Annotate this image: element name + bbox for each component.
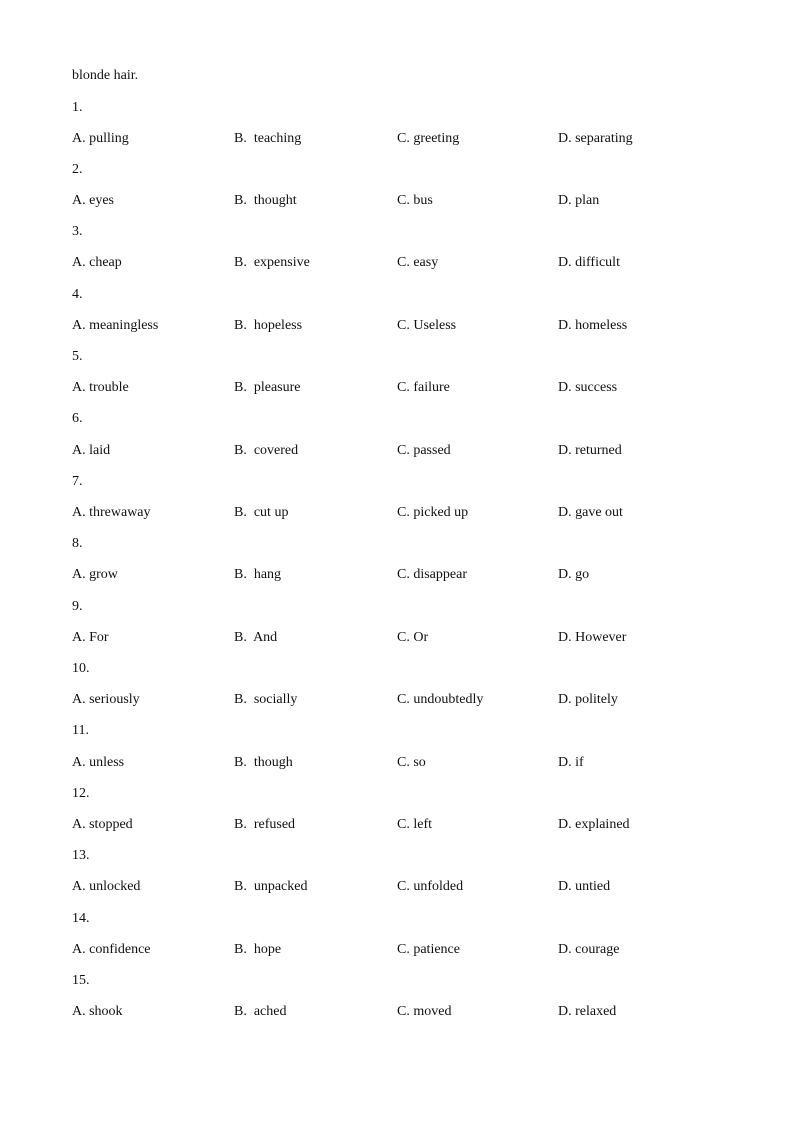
option-c: C. moved — [397, 1004, 452, 1020]
question-number: 11. — [72, 723, 89, 739]
question-item — [72, 971, 732, 1033]
option-c: C. bus — [397, 193, 433, 209]
option-c: C. Useless — [397, 317, 457, 333]
option-c: C. undoubtedly — [397, 692, 484, 708]
question-number: 4. — [72, 286, 83, 302]
intro-text: blonde hair. — [72, 68, 139, 83]
question-number: 1. — [72, 99, 83, 115]
question-number: 15. — [72, 972, 90, 988]
option-c: C. so — [397, 754, 426, 770]
question-number: 10. — [72, 661, 90, 677]
option-a: A. confidence — [72, 941, 151, 957]
option-row — [72, 690, 732, 721]
option-c: C. left — [397, 816, 432, 832]
option-c: C. disappear — [397, 567, 467, 583]
option-d: D. returned — [558, 442, 622, 458]
option-c: C. greeting — [397, 130, 460, 146]
option-a: A. unless — [72, 754, 125, 770]
option-a: A. seriously — [72, 692, 140, 708]
option-d: D. explained — [558, 816, 630, 832]
option-a: A. eyes — [72, 193, 114, 209]
question-number: 2. — [72, 161, 83, 177]
option-row — [72, 378, 732, 409]
option-b: B. hang — [234, 567, 282, 583]
question-item — [72, 659, 732, 721]
option-b: B. socially — [234, 692, 298, 708]
option-a: A. unlocked — [72, 879, 141, 895]
option-c: C. Or — [397, 629, 429, 645]
option-c: C. passed — [397, 442, 451, 458]
option-row — [72, 628, 732, 659]
option-b: B. teaching — [234, 130, 302, 146]
option-d: D. go — [558, 567, 590, 583]
option-row — [72, 503, 732, 534]
question-number: 7. — [72, 473, 83, 489]
option-d: D. homeless — [558, 317, 628, 333]
option-c: C. unfolded — [397, 879, 464, 895]
question-item — [72, 222, 732, 284]
question-number: 3. — [72, 224, 83, 240]
option-d: D. plan — [558, 193, 600, 209]
option-a: A. pulling — [72, 130, 129, 146]
option-a: A. grow — [72, 567, 118, 583]
option-d: D. relaxed — [558, 1004, 617, 1020]
option-c: C. failure — [397, 380, 450, 396]
option-b: B. hopeless — [234, 317, 303, 333]
option-row — [72, 441, 732, 472]
question-item — [72, 534, 732, 596]
option-d: D. separating — [558, 130, 633, 146]
option-a: A. For — [72, 629, 109, 645]
option-d: D. However — [558, 629, 627, 645]
option-row — [72, 753, 732, 784]
option-b: B. covered — [234, 442, 299, 458]
question-number: 14. — [72, 910, 90, 926]
option-a: A. shook — [72, 1004, 123, 1020]
question-list — [72, 98, 732, 1034]
question-item — [72, 909, 732, 971]
option-d: D. difficult — [558, 255, 620, 271]
option-a: A. laid — [72, 442, 111, 458]
question-item — [72, 721, 732, 783]
question-item — [72, 347, 732, 409]
question-item — [72, 784, 732, 846]
option-a: A. threwaway — [72, 505, 151, 521]
option-d: D. gave out — [558, 505, 623, 521]
option-row — [72, 253, 732, 284]
option-c: C. patience — [397, 941, 460, 957]
question-number: 8. — [72, 536, 83, 552]
option-row — [72, 815, 732, 846]
question-item — [72, 472, 732, 534]
option-row — [72, 1002, 732, 1033]
question-number: 6. — [72, 411, 83, 427]
option-d: D. courage — [558, 941, 620, 957]
option-b: B. unpacked — [234, 879, 308, 895]
option-d: D. untied — [558, 879, 611, 895]
option-row — [72, 191, 732, 222]
option-b: B. cut up — [234, 505, 289, 521]
option-b: B. And — [234, 629, 278, 645]
question-item — [72, 285, 732, 347]
option-a: A. stopped — [72, 816, 133, 832]
option-b: B. refused — [234, 816, 296, 832]
option-b: B. ached — [234, 1004, 287, 1020]
option-a: A. cheap — [72, 255, 122, 271]
option-b: B. though — [234, 754, 293, 770]
option-c: C. picked up — [397, 505, 469, 521]
option-d: D. politely — [558, 692, 618, 708]
option-row — [72, 877, 732, 908]
option-d: D. if — [558, 754, 584, 770]
option-b: B. pleasure — [234, 380, 301, 396]
question-number: 9. — [72, 598, 83, 614]
question-item — [72, 409, 732, 471]
question-item — [72, 597, 732, 659]
question-number: 13. — [72, 848, 90, 864]
option-b: B. expensive — [234, 255, 310, 271]
question-item — [72, 160, 732, 222]
option-a: A. meaningless — [72, 317, 159, 333]
question-item — [72, 846, 732, 908]
option-d: D. success — [558, 380, 618, 396]
option-b: B. hope — [234, 941, 282, 957]
question-number: 5. — [72, 349, 83, 365]
option-c: C. easy — [397, 255, 439, 271]
option-a: A. trouble — [72, 380, 129, 396]
option-b: B. thought — [234, 193, 297, 209]
question-number: 12. — [72, 785, 90, 801]
question-item — [72, 98, 732, 160]
option-row — [72, 565, 732, 596]
option-row — [72, 129, 732, 160]
option-row — [72, 316, 732, 347]
option-row — [72, 940, 732, 971]
